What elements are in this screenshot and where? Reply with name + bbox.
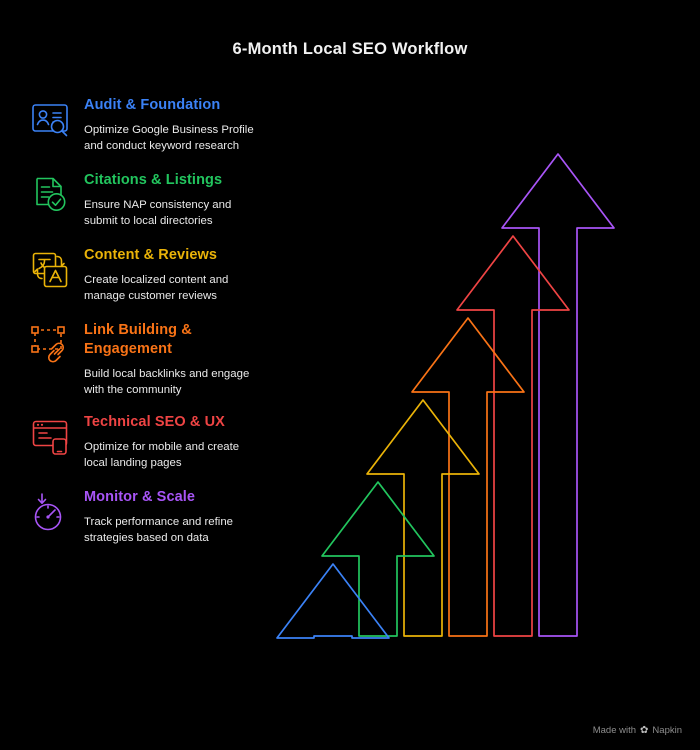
workflow-step-3-description: Create localized content and manage customer reviews bbox=[84, 273, 229, 303]
arrow-step-6 bbox=[502, 154, 614, 636]
workflow-step-5-title: Technical SEO & UX bbox=[84, 414, 225, 431]
workflow-step-6 bbox=[28, 488, 260, 546]
node-link-icon bbox=[28, 323, 72, 367]
workflow-step-list bbox=[28, 96, 260, 560]
arrow-step-5 bbox=[457, 236, 569, 636]
workflow-step-2 bbox=[28, 171, 260, 229]
gauge-arrow-icon bbox=[28, 490, 72, 534]
nested-arrows-diagram bbox=[268, 130, 688, 650]
id-card-search-icon bbox=[28, 98, 72, 142]
workflow-step-6-title: Monitor & Scale bbox=[84, 489, 196, 506]
document-check-icon bbox=[28, 173, 72, 217]
workflow-step-5-description: Optimize for mobile and create local landing pages bbox=[84, 440, 240, 469]
page-title: 6-Month Local SEO Workflow bbox=[232, 40, 468, 58]
credit-brand: Napkin bbox=[652, 725, 682, 736]
workflow-step-3-title: Content & Reviews bbox=[84, 247, 218, 264]
workflow-step-6-description: Track performance and refine strategies based on data bbox=[84, 515, 233, 545]
workflow-step-4-description: Build local backlinks and engage with the community bbox=[84, 367, 250, 396]
leaf-icon: ✿ bbox=[640, 725, 649, 736]
translate-letter-icon bbox=[28, 248, 72, 292]
workflow-step-1-description: Optimize Google Business Profile and conduct keyword research bbox=[84, 123, 254, 152]
workflow-step-5 bbox=[28, 413, 260, 471]
arrow-step-1 bbox=[277, 564, 389, 638]
arrow-step-2 bbox=[322, 482, 434, 636]
workflow-step-2-description: Ensure NAP consistency and submit to local directories bbox=[84, 198, 232, 227]
workflow-step-2-title: Citations & Listings bbox=[84, 172, 223, 189]
arrow-step-4 bbox=[412, 318, 524, 636]
credit-prefix: Made with bbox=[592, 725, 637, 736]
workflow-step-1-title: Audit & Foundation bbox=[84, 97, 221, 113]
credit bbox=[593, 725, 682, 736]
arrow-step-3 bbox=[367, 400, 479, 636]
workflow-step-1 bbox=[28, 96, 260, 154]
workflow-step-3 bbox=[28, 246, 260, 304]
browser-mobile-icon bbox=[28, 415, 72, 459]
workflow-step-4 bbox=[28, 321, 260, 398]
workflow-step-4-title: Link Building & Engagement bbox=[84, 322, 192, 357]
